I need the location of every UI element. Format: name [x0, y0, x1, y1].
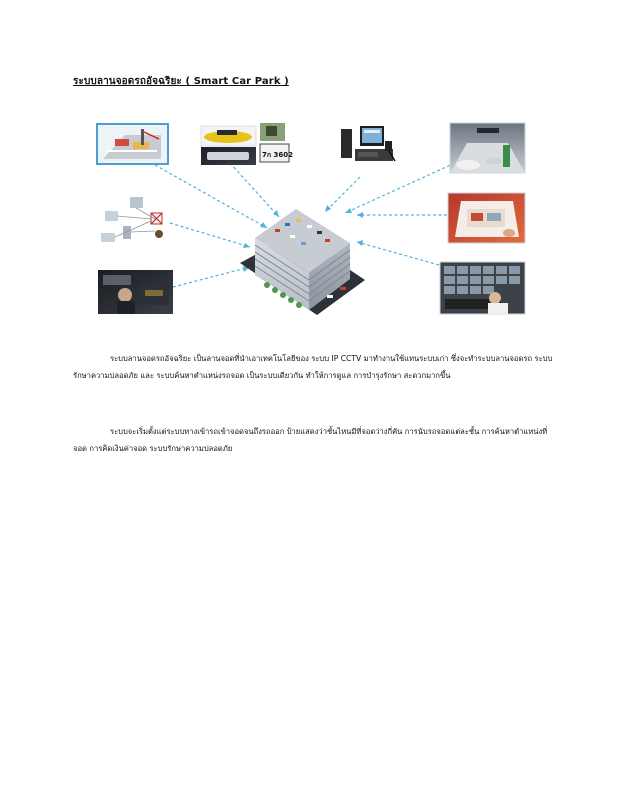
arrow-from-driver: [173, 267, 250, 287]
parking-building-illustration: [240, 209, 365, 315]
parking-gate-image: [97, 124, 168, 164]
paragraph-intro-text: ระบบลานจอดรถอัจฉริยะ เป็นลานจอดที่นำเอาเทคโนโลยีของ ระบบ IP CCTV มาทำงานใช้แทนระบบเก่า ซึ่งจะทำระบบลานจอดรถ ระบบรักษาความปลอดภัย และ ระบบค้นหาตำแหน่งรถจอด เป็นระบบเดียวกัน ทำให้การดูแล การบำรุงรักษา สะดวกมากขึ้น: [73, 354, 553, 380]
paragraph-intro: [73, 350, 553, 384]
license-plate-text: 7ก 3602: [262, 151, 294, 159]
arrow-from-parking-gate: [155, 165, 267, 228]
driver-night-image: [98, 270, 173, 314]
pc-terminal-image: [341, 126, 395, 161]
diagram-illustration: [95, 115, 530, 320]
garage-view-image: [450, 123, 525, 173]
cctv-wall-image: [440, 262, 525, 314]
arrow-from-network: [170, 223, 250, 247]
arrow-from-garage-view: [345, 163, 455, 213]
arrow-from-cctv-wall: [357, 242, 439, 265]
paragraph-system-flow-text: ระบบจะเริ่มตั้งแต่ระบบทางเข้ารถเข้าจอดจนถึงรถออก ป้ายแสดงว่าชั้นไหนมีที่จอดว่างกี่คัน การนับรถจอดแต่ละชั้น การค้นหาตำแหน่งที่จอด การคิดเงินค่าจอด ระบบรักษาความปลอดภัย: [73, 427, 548, 453]
car-plate-image: [201, 123, 293, 165]
network-devices-image: [101, 197, 163, 242]
page-title: ระบบลานจอดรถอัจฉริยะ ( Smart Car Park ): [73, 76, 289, 87]
arrow-from-pc-terminal: [325, 177, 360, 212]
arrow-from-car-plate: [230, 163, 279, 217]
paragraph-system-flow: [73, 423, 553, 457]
smart-car-park-diagram: [95, 115, 530, 320]
touch-kiosk-image: [448, 193, 525, 243]
